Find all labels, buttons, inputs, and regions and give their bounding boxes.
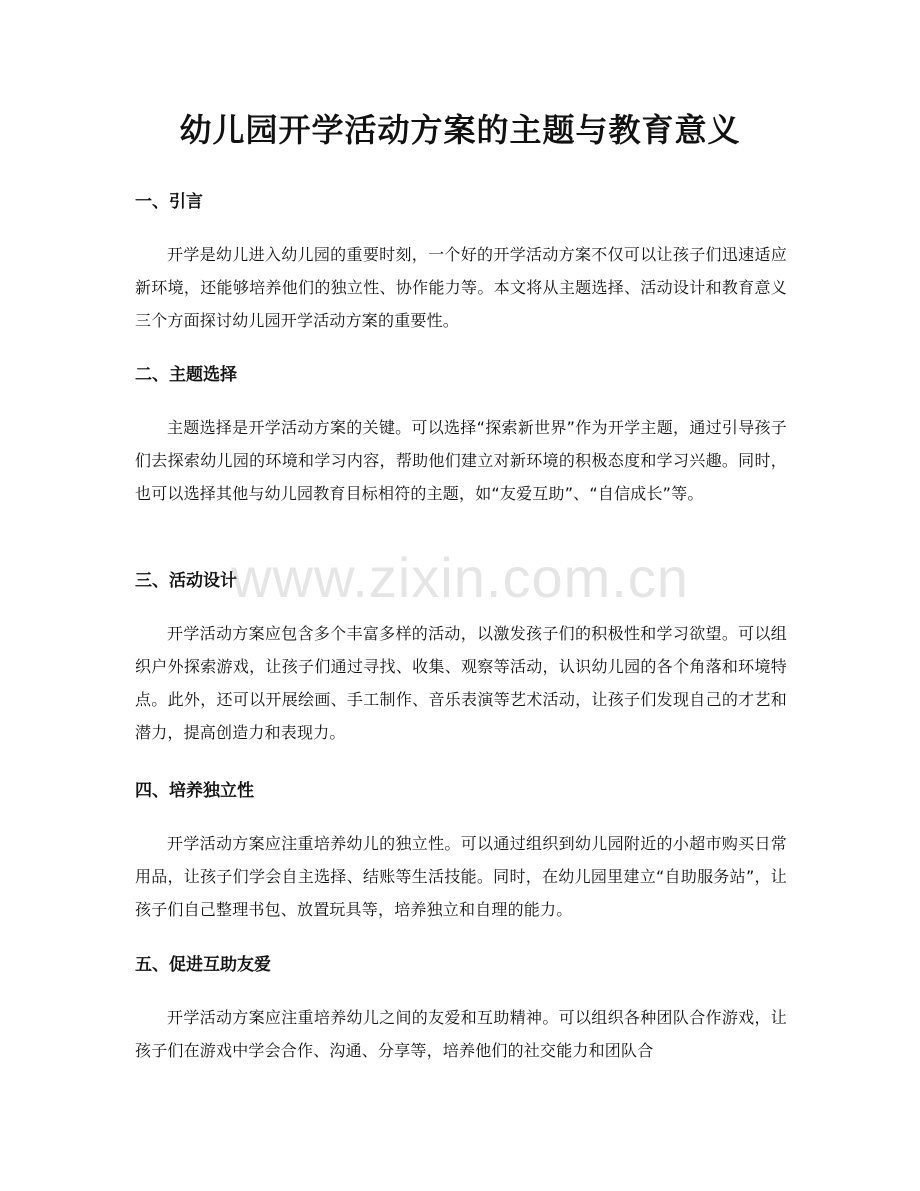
section-mutual-help xyxy=(135,953,787,1067)
section-paragraph: 开学活动方案应注重培养幼儿之间的友爱和互助精神。可以组织各种团队合作游戏，让孩子们在游戏中学会合作、沟通、分享等，培养他们的社交能力和团队合 xyxy=(135,1008,787,1060)
section-independence xyxy=(135,779,787,926)
watermark: www.zixin.com.cn xyxy=(231,546,689,609)
section-heading: 五、促进互助友爱 xyxy=(135,955,271,975)
section-paragraph: 开学活动方案应包含多个丰富多样的活动，以激发孩子们的积极性和学习欲望。可以组织户外探索游戏，让孩子们通过寻找、收集、观察等活动，认识幼儿园的各个角落和环境特点。此外，还可以开展绘画、手工制作、音乐表演等艺术活动，让孩子们发现自己的才艺和潜力，提高创造力和表现力。 xyxy=(135,624,787,742)
section-paragraph: 主题选择是开学活动方案的关键。可以选择“探索新世界”作为开学主题，通过引导孩子们去探索幼儿园的环境和学习内容，帮助他们建立对新环境的积极态度和学习兴趣。同时，也可以选择其他与幼儿园教育目标相符的主题，如“友爱互助”、“自信成长”等。 xyxy=(135,418,787,503)
section-heading: 二、主题选择 xyxy=(135,365,237,385)
section-heading: 三、活动设计 xyxy=(135,571,237,591)
section-introduction xyxy=(135,190,787,337)
section-activity-design xyxy=(135,569,787,749)
section-heading: 一、引言 xyxy=(135,192,203,212)
section-heading: 四、培养独立性 xyxy=(135,781,254,801)
section-theme-selection xyxy=(135,363,787,510)
section-paragraph: 开学活动方案应注重培养幼儿的独立性。可以通过组织到幼儿园附近的小超市购买日常用品，让孩子们学会自主选择、结账等生活技能。同时，在幼儿园里建立“自助服务站”，让孩子们自己整理书包、放置玩具等，培养独立和自理的能力。 xyxy=(135,834,787,919)
section-paragraph: 开学是幼儿进入幼儿园的重要时刻，一个好的开学活动方案不仅可以让孩子们迅速适应新环境，还能够培养他们的独立性、协作能力等。本文将从主题选择、活动设计和教育意义三个方面探讨幼儿园开学活动方案的重要性。 xyxy=(135,245,787,330)
document-title: 幼儿园开学活动方案的主题与教育意义 xyxy=(179,111,741,149)
